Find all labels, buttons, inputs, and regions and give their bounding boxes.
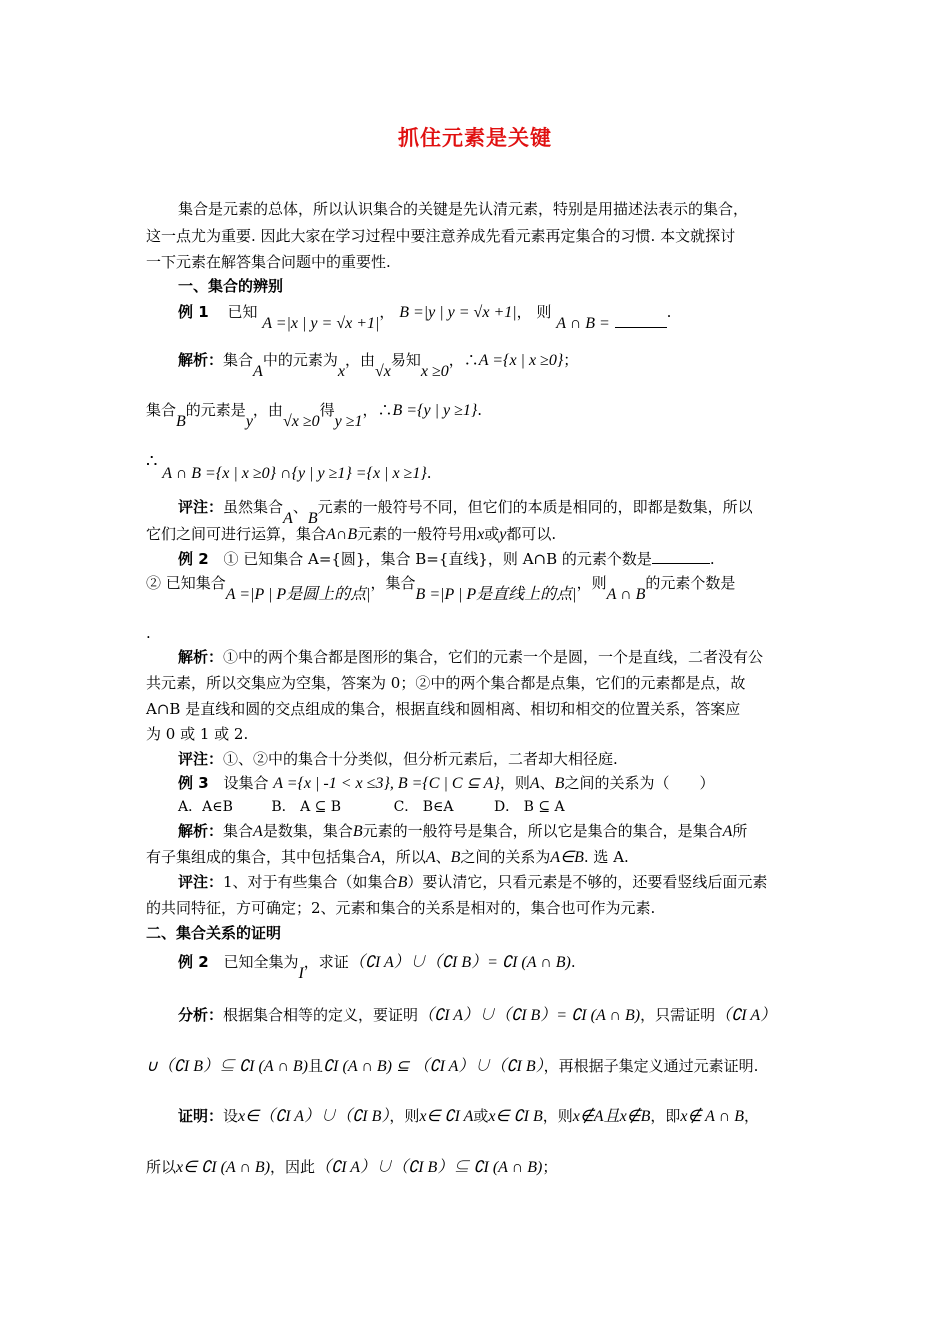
question-expression: A ∩ B = — [556, 315, 610, 332]
section-heading-1: 一、集合的辨别 — [178, 277, 284, 295]
text: ，只需证明 — [640, 1006, 716, 1024]
text: ，因此 — [270, 1158, 316, 1176]
example-2-part-2 — [146, 573, 736, 603]
comment-1-line-2 — [146, 524, 556, 545]
answer-blank — [652, 551, 710, 564]
text: 1、对于有些集合（如集合 — [223, 873, 398, 891]
example-3-options — [178, 797, 565, 817]
math: √x — [374, 363, 391, 380]
text: ①中的两个集合都是图形的集合，它们的元素一个是圆，一个是直线，二者没有公 — [223, 648, 764, 666]
text: 所 — [732, 822, 748, 840]
math: x∈ ∁I (A ∩ B) — [176, 1159, 271, 1176]
text: 元素的一般符号不同，但它们的本质是相同的，即都是数集，所以 — [317, 498, 753, 516]
option-b: B． A ⊆ B — [271, 799, 342, 815]
text: ，集合 — [370, 574, 416, 592]
text: 设 — [223, 1107, 239, 1125]
text: ，则 — [389, 1107, 420, 1125]
math: x∈ ∁I A — [419, 1108, 474, 1125]
solution-line-1 — [178, 350, 579, 380]
comment-label: 评注： — [178, 750, 224, 768]
solution-label: 解析： — [178, 351, 224, 369]
option-a: A．A∈B — [178, 799, 233, 815]
math: （∁I A） — [715, 1007, 777, 1024]
text: ，则 — [576, 574, 607, 592]
math: x∉ A ∩ B — [680, 1108, 744, 1125]
text: ，由 — [344, 351, 375, 369]
set-expression: A ={x | -1 < x ≤3}, B ={C | C ⊆ A} — [273, 775, 500, 792]
math: ∁I (A ∩ B) ⊆ （∁I A）∪（∁I B） — [323, 1058, 544, 1075]
text: 、 — [292, 498, 308, 516]
solution-label: 解析： — [178, 648, 224, 666]
example-label: 例 1 — [178, 303, 209, 321]
solution-2-line-1 — [178, 647, 763, 667]
text: 易知 — [390, 351, 421, 369]
solution-3-line-2 — [146, 847, 629, 868]
text: 则 — [536, 303, 552, 321]
text: 的元素个数是 — [645, 574, 736, 592]
text: 、 — [435, 848, 451, 866]
math: A∩B — [326, 526, 358, 543]
text: ； — [542, 1158, 558, 1176]
set-expression: A =|P | P是圆上的点| — [225, 586, 371, 603]
math: A — [425, 849, 436, 866]
solution-label: 解析： — [178, 822, 224, 840]
text: 得 — [319, 401, 335, 419]
solution-2-line-2: 共元素，所以交集应为空集，答案为 0；②中的两个集合都是点集，它们的元素都是点，故 — [146, 674, 746, 692]
intro-line-2: 这一点尤为重要. 因此大家在学习过程中要注意养成先看元素再定集合的习惯. 本文就探讨 — [146, 227, 736, 245]
solution-line-2 — [146, 400, 483, 430]
comment-1-line-1 — [178, 497, 753, 527]
text: . — [666, 303, 672, 321]
text: 元素的一般符号是集合，所以它是集合的集合，是集合 — [362, 822, 723, 840]
intro-line-3: 一下元素在解答集合问题中的重要性. — [146, 253, 391, 271]
text: 元素的一般符号用 — [357, 525, 478, 543]
proof-line-1 — [178, 1106, 759, 1127]
math: x∉A且x∉B — [572, 1108, 651, 1125]
text: 集合 — [223, 351, 254, 369]
text: 之间的关系为 — [460, 848, 551, 866]
section-heading-2: 二、集合关系的证明 — [146, 924, 282, 942]
example-2b — [178, 952, 576, 982]
math: B — [397, 874, 408, 891]
math: B — [352, 823, 363, 840]
math: （∁I A）∪（∁I B）⊆ ∁I (A ∩ B) — [315, 1159, 543, 1176]
math: A — [253, 363, 263, 380]
set-expression: B =|y | y = √x +1| — [399, 304, 517, 321]
math: x∈（∁I A）∪（∁I B） — [238, 1108, 390, 1125]
text: 所以 — [146, 1158, 177, 1176]
comment-label: 评注： — [178, 498, 224, 516]
text: 设集合 — [223, 774, 269, 792]
answer-blank — [615, 315, 667, 328]
proof-label: 证明： — [178, 1107, 224, 1125]
text: . — [570, 953, 576, 971]
math: B — [176, 413, 186, 430]
solution-2-line-3: A∩B 是直线和圆的交点组成的集合，根据直线和圆相离、相切和相交的位置关系，答案应 — [146, 700, 741, 718]
text: 且 — [307, 1057, 323, 1075]
solution-2-line-4: 为 0 或 1 或 2. — [146, 725, 249, 743]
example-2 — [178, 549, 715, 569]
math: y ≥1 — [334, 413, 363, 430]
text: 它们之间可进行运算，集合 — [146, 525, 327, 543]
math: A∈B — [550, 849, 584, 866]
math: x∈ ∁I B — [488, 1108, 543, 1125]
text: 已知全集为 — [223, 953, 299, 971]
math: A — [253, 823, 263, 840]
text: ①、②中的集合十分类似，但分析元素后，二者却大相径庭. — [223, 750, 618, 768]
proof-line-2 — [146, 1157, 557, 1178]
text: 或 — [473, 1107, 489, 1125]
example-1: 例 1 已知 A =|x | y = √x +1|， B =|y | y = √x +1|， 则 A ∩ B = . — [178, 303, 672, 332]
math: B — [307, 510, 318, 527]
text: 已知 — [227, 303, 258, 321]
text: 集合 — [146, 401, 177, 419]
text: 之间的关系为（ ） — [564, 774, 715, 792]
text: ，由 — [252, 401, 283, 419]
text: 都可以. — [506, 525, 557, 543]
example-3 — [178, 773, 714, 794]
text: ① 已知集合 A={圆}，集合 B={直线}，则 A∩B 的元素个数是 — [223, 550, 652, 568]
math: A ={x | x ≥0} — [478, 352, 564, 369]
set-expression: B =|P | P是直线上的点| — [415, 586, 577, 603]
math: A ∩ B — [606, 586, 646, 603]
text: 有子集组成的集合，其中包括集合 — [146, 848, 372, 866]
comment-2 — [178, 749, 618, 769]
text: 、 — [539, 774, 555, 792]
text: ，所以 — [380, 848, 426, 866]
example-2-blank-end: . — [146, 624, 151, 642]
text: ）要认清它，只看元素是不够的，还要看竖线后面元素 — [407, 873, 768, 891]
text: ，即 — [650, 1107, 681, 1125]
therefore-symbol: ∴ — [146, 451, 158, 472]
text: . 选 A. — [583, 848, 629, 866]
text: 虽然集合 — [223, 498, 284, 516]
text: . — [709, 550, 715, 568]
text: ② 已知集合 — [146, 574, 226, 592]
solution-3-line-1 — [178, 821, 747, 842]
text: . — [477, 401, 483, 419]
text: 根据集合相等的定义，要证明 — [223, 1006, 419, 1024]
set-expression: A =|x | y = √x +1| — [262, 315, 380, 332]
text: ，∴ — [448, 351, 479, 369]
comment-3-line-2: 的共同特征，方可确定；2、元素和集合的关系是相对的，集合也可作为元素. — [146, 899, 656, 917]
text: 是数集，集合 — [262, 822, 353, 840]
math: A — [371, 849, 381, 866]
text: ，则 — [542, 1107, 573, 1125]
text: ， — [743, 1107, 759, 1125]
math: I — [298, 965, 304, 982]
text: ，求证 — [303, 953, 349, 971]
math: √x ≥0 — [282, 413, 320, 430]
analysis-label: 分析： — [178, 1006, 224, 1024]
text: 集合 — [223, 822, 254, 840]
text: 中的元素为 — [262, 351, 338, 369]
math: x ≥0 — [420, 363, 449, 380]
math: （∁I A）∪（∁I B）= ∁I (A ∩ B) — [348, 954, 571, 971]
math: A ∩ B ={x | x ≥0} ∩{y | y ≥1} ={x | x ≥1} — [162, 465, 427, 482]
math: A — [283, 510, 293, 527]
text: 的元素是 — [185, 401, 246, 419]
page-title: 抓住元素是关键 — [398, 126, 552, 150]
example-label: 例 2 — [178, 550, 209, 568]
math: （∁I A）∪（∁I B）= ∁I (A ∩ B) — [418, 1007, 641, 1024]
math: y — [245, 413, 253, 430]
math: x — [337, 363, 345, 380]
comment-3-line-1 — [178, 872, 767, 893]
text: ，∴ — [362, 401, 393, 419]
text: ，则 — [499, 774, 530, 792]
example-label: 例 2 — [178, 953, 209, 971]
example-label: 例 3 — [178, 774, 209, 792]
math: A — [529, 775, 540, 792]
math: B ={y | y ≥1} — [392, 402, 478, 419]
analysis-line-2 — [146, 1056, 758, 1077]
text: ，再根据子集定义通过元素证明. — [543, 1057, 759, 1075]
math: y — [499, 526, 507, 543]
math: B — [554, 775, 565, 792]
solution-line-3 — [146, 451, 432, 482]
analysis-line-1 — [178, 1005, 776, 1026]
math: ∪（∁I B）⊆ ∁I (A ∩ B) — [146, 1058, 308, 1075]
math: A — [722, 823, 733, 840]
math: B — [450, 849, 461, 866]
text: 或 — [484, 525, 500, 543]
text: ； — [563, 351, 579, 369]
comment-label: 评注： — [178, 873, 224, 891]
option-d: D． B ⊆ A — [493, 799, 565, 815]
math: x — [477, 526, 485, 543]
text: . — [426, 464, 432, 482]
intro-line-1: 集合是元素的总体，所以认识集合的关键是先认清元素，特别是用描述法表示的集合， — [178, 200, 749, 218]
option-c: C． B∈A — [393, 799, 454, 815]
